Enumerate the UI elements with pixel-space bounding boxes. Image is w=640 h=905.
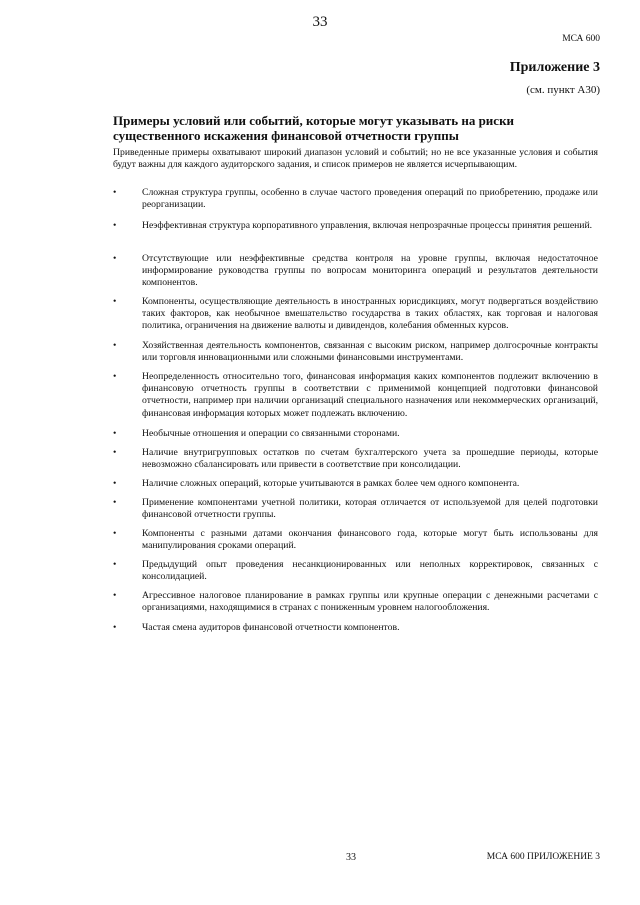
page-number-top: 33 <box>312 14 328 30</box>
list-item-text: Агрессивное налоговое планирование в рамках группы или крупные операции с денежными расчетами с организациями, находящимися в странах с пониженным уровнем налогообложения. <box>142 590 598 614</box>
list-item <box>113 622 598 634</box>
bullet-icon: • <box>113 479 117 489</box>
list-item <box>113 296 598 333</box>
list-item-text: Применение компонентами учетной политики, которая отличается от используемой для целей подготовки финансовой отчетности группы. <box>142 497 598 521</box>
list-item-text: Хозяйственная деятельность компонентов, связанная с высоким риском, например долгосрочные контракты или торговля инновационными или сложными финансовыми инструментами. <box>142 340 598 364</box>
list-item-text: Неэффективная структура корпоративного управления, включая непрозрачные процессы принятия решений. <box>142 220 593 231</box>
bullet-icon: • <box>113 448 117 458</box>
list-item-text: Неопределенность относительно того, финансовая информация каких компонентов подлежит включению в финансовую отчетность группы в соответствии с применимой концепцией подготовки финансовой отчетности, например при наличии организаций специального назначения или некоммерческих организаций, финансовая информация которых может подлежать включению. <box>142 371 598 419</box>
standard-code-footer: МСА 600 ПРИЛОЖЕНИЕ 3 <box>486 852 600 862</box>
list-item <box>113 497 598 521</box>
bullet-icon: • <box>113 591 117 601</box>
bullet-icon: • <box>113 498 117 508</box>
list-item-text: Сложная структура группы, особенно в случае частого проведения операций по приобретению, продаже или реорганизации. <box>142 187 598 211</box>
bullet-icon: • <box>113 221 117 231</box>
intro-paragraph: Приведенные примеры охватывают широкий диапазон условий и событий; но не все указанные условия и события будут важны для каждого аудиторского задания, и список примеров не является исчерпывающим. <box>113 147 598 171</box>
list-item <box>113 253 598 290</box>
list-item <box>113 371 598 420</box>
list-item-text: Необычные отношения и операции со связанными сторонами. <box>142 428 400 439</box>
bullet-icon: • <box>113 254 117 264</box>
list-item <box>113 187 598 211</box>
bullet-icon: • <box>113 623 117 633</box>
list-item <box>113 590 598 614</box>
section-heading: Примеры условий или событий, которые могут указывать на риски существенного искажения финансовой отчетности группы <box>113 113 515 143</box>
list-item <box>113 220 598 232</box>
appendix-reference: (см. пункт A30) <box>526 84 600 96</box>
list-item-text: Наличие внутригрупповых остатков по счетам бухгалтерского учета за прошедшие периоды, которые невозможно сбалансировать или привести в соответствие при консолидации. <box>142 447 598 471</box>
list-item <box>113 528 598 552</box>
bullet-icon: • <box>113 297 117 307</box>
list-item <box>113 478 598 490</box>
list-item <box>113 559 598 583</box>
bullet-icon: • <box>113 429 117 439</box>
list-item-text: Отсутствующие или неэффективные средства контроля на уровне группы, включая недостаточное информирование руководства группы по вопросам мониторинга операций и результатов деятельности компонентов. <box>142 253 598 289</box>
list-item <box>113 428 598 440</box>
list-item-text: Наличие сложных операций, которые учитываются в рамках более чем одного компонента. <box>142 478 520 489</box>
appendix-title: Приложение 3 <box>509 60 600 75</box>
list-item-text: Предыдущий опыт проведения несанкционированных или неполных корректировок, связанных с консолидацией. <box>142 559 598 583</box>
standard-code-header: МСА 600 <box>562 34 600 44</box>
bullet-icon: • <box>113 188 117 198</box>
bullet-icon: • <box>113 372 117 382</box>
bullet-icon: • <box>113 341 117 351</box>
list-item-text: Компоненты, осуществляющие деятельность в иностранных юрисдикциях, могут подвергаться воздействию таких факторов, как необычное вмешательство государства в таких областях, как торговая и налоговая политика, ограничения на движение валюты и дивидендов, колебания обменных курсов. <box>142 296 598 332</box>
list-item-text: Компоненты с разными датами окончания финансового года, которые могут быть использованы для манипулирования сроками операций. <box>142 528 598 552</box>
list-item <box>113 340 598 364</box>
page-number-footer: 33 <box>346 852 356 863</box>
bullet-icon: • <box>113 529 117 539</box>
list-item-text: Частая смена аудиторов финансовой отчетности компонентов. <box>142 622 400 633</box>
list-item <box>113 447 598 471</box>
bullet-icon: • <box>113 560 117 570</box>
